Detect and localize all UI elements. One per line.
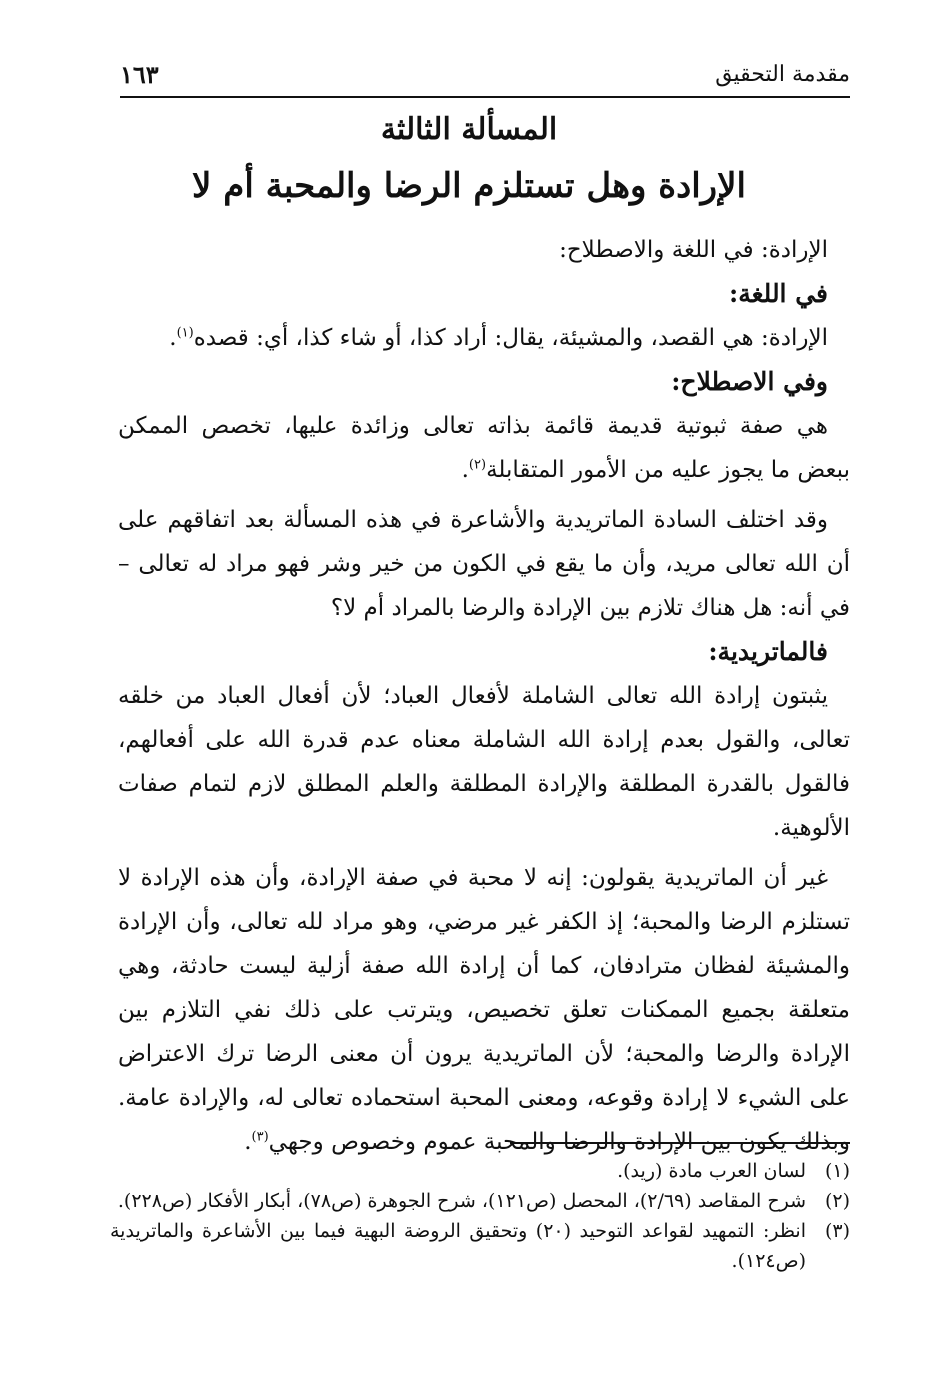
footnote-item xyxy=(110,1156,850,1186)
maturidi-heading: فالماتريدية: xyxy=(708,637,828,666)
maturidi-paragraph-1: يثبتون إرادة الله تعالى الشاملة لأفعال العباد؛ لأن أفعال العباد من خلقه تعالى، والقول بعدم إرادة الله الشاملة معناه عدم قدرة الله على أفعالهم، فالقول بالقدرة المطلقة والإرادة المطلقة والعلم المطلق لازم لتمام صفات الألوهية. xyxy=(118,683,850,841)
footnote-ref-1: (١) xyxy=(176,325,194,341)
body-text xyxy=(118,228,850,1164)
footnote-text: شرح المقاصد (٢/٦٩)، المحصل (ص١٢١)، شرح الجوهرة (ص٧٨)، أبكار الأفكار (ص٢٢٨). xyxy=(117,1190,806,1212)
footnote-number: (٢) xyxy=(824,1190,850,1212)
language-definition-text: الإرادة: هي القصد، والمشيئة، يقال: أراد كذا، أو شاء كذا، أي: قصده xyxy=(193,325,828,351)
intro-paragraph: الإرادة: في اللغة والاصطلاح: xyxy=(559,237,828,263)
footnote-ref-3: (٣) xyxy=(251,1129,269,1145)
footnote-item xyxy=(110,1216,850,1276)
footnote-number: (٣) xyxy=(824,1220,850,1242)
main-title: الإرادة وهل تستلزم الرضا والمحبة أم لا xyxy=(192,166,746,206)
footnote-item xyxy=(110,1186,850,1216)
language-definition: الإرادة: هي القصد، والمشيئة، يقال: أراد كذا، أو شاء كذا، أي: قصده$^{(١)}$. xyxy=(169,325,828,351)
footnote-ref-2: (٢) xyxy=(468,457,487,473)
terminology-heading: وفي الاصطلاح: xyxy=(671,367,828,396)
footnotes xyxy=(110,1156,850,1276)
footnote-text: لسان العرب مادة (ريد). xyxy=(617,1160,806,1182)
language-heading: في اللغة: xyxy=(728,279,828,308)
terminology-definition-text: هي صفة ثبوتية قديمة قائمة بذاته تعالى وزائدة عليها، تخصص الممكن ببعض ما يجوز عليه من الأمور المتقابلة xyxy=(118,413,850,483)
maturidi-paragraph-2-text: غير أن الماتريدية يقولون: إنه لا محبة في صفة الإرادة، وأن هذه الإرادة لا تستلزم الرضا والمحبة؛ إذ الكفر غير مرضي، وهو مراد لله تعالى، وأن الإرادة والمشيئة لفظان مترادفان، كما أن إرادة الله صفة أزلية ليست حادثة، وهي متعلقة بجميع الممكنات تعلق تخصيص، ويترتب على ذلك نفي التلازم بين الإرادة والرضا والمحبة؛ لأن الماتريدية يرون أن معنى الرضا ترك الاعتراض على الشيء لا إرادة وقوعه، ومعنى المحبة استحماده تعالى له، والإرادة عامة. وبذلك يكون بين الإرادة والرضا والمحبة عموم وخصوص وجهي xyxy=(118,865,850,1155)
page-header xyxy=(120,58,850,98)
footnote-text: انظر: التمهيد لقواعد التوحيد (٢٠) وتحقيق الروضة البهية فيما بين الأشاعرة والماتريدية (ص١٢٤). xyxy=(110,1220,806,1272)
page-number: ١٦٣ xyxy=(120,60,159,89)
dispute-paragraph: وقد اختلف السادة الماتريدية والأشاعرة في هذه المسألة بعد اتفاقهم على أن الله تعالى مريد، وأن ما يقع في الكون من خير وشر فهو مراد له تعالى – في أنه: هل هناك تلازم بين الإرادة والرضا بالمراد أم لا؟ xyxy=(118,507,850,621)
maturidi-paragraph-2: غير أن الماتريدية يقولون: إنه لا محبة في صفة الإرادة، وأن هذه الإرادة لا تستلزم الرضا والمحبة؛ إذ الكفر غير مرضي، وهو مراد لله تعالى، وأن الإرادة والمشيئة لفظان مترادفان، كما أن إرادة الله صفة أزلية ليست حادثة، وهي متعلقة بجميع الممكنات تعلق تخصيص، ويترتب على ذلك نفي التلازم بين الإرادة والرضا والمحبة؛ لأن الماتريدية يرون أن معنى الرضا ترك الاعتراض على الشيء لا إرادة وقوعه، ومعنى المحبة استحماده تعالى له، والإرادة عامة. وبذلك يكون بين الإرادة والرضا والمحبة عموم وخصوص وجهي$^{(٣)}$. xyxy=(118,865,850,1155)
footnote-number: (١) xyxy=(824,1160,850,1182)
footnote-divider xyxy=(510,1142,850,1144)
running-title: مقدمة التحقيق xyxy=(715,62,850,87)
section-title: المسألة الثالثة xyxy=(380,112,558,147)
terminology-definition: هي صفة ثبوتية قديمة قائمة بذاته تعالى وزائدة عليها، تخصص الممكن ببعض ما يجوز عليه من الأمور المتقابلة$^{(٢)}$. xyxy=(118,413,850,483)
